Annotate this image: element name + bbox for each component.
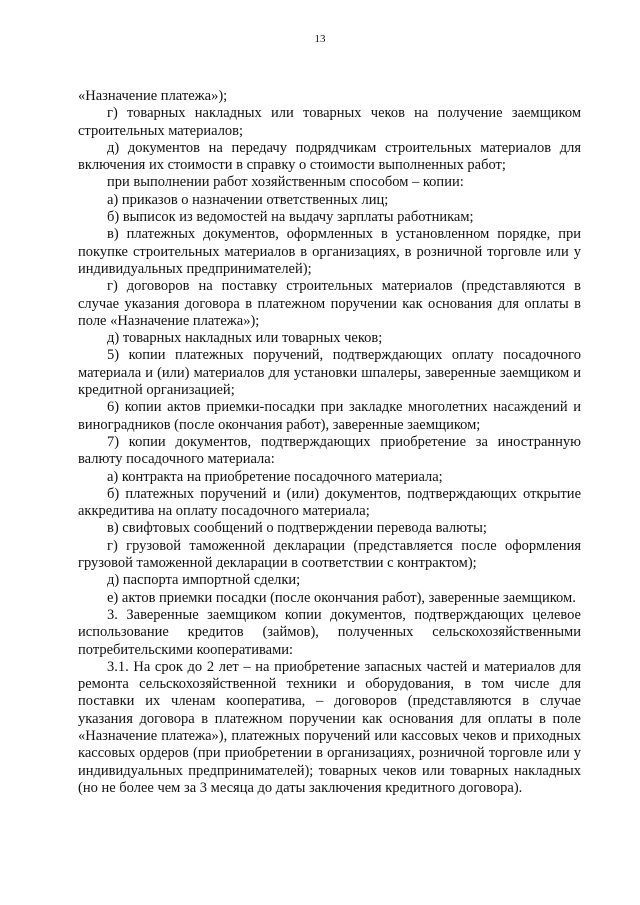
page-number: 13 <box>314 33 326 45</box>
paragraph: 3. Заверенные заемщиком копии документов, подтверждающих целевое использование кредитов (займов), полученных сельскохозяйственными потребительскими кооперативами: <box>78 606 581 658</box>
paragraph: б) выписок из ведомостей на выдачу зарплаты работникам; <box>107 209 474 226</box>
paragraph: д) паспорта импортной сделки; <box>107 572 301 589</box>
paragraph: д) документов на передачу подрядчикам строительных материалов для включения их стоимости в справку о стоимости выполненных работ; <box>78 139 581 174</box>
paragraph: 3.1. На срок до 2 лет – на приобретение запасных частей и материалов для ремонта сельскохозяйственной техники и оборудования, в том числе для поставки их членам кооператива, – договоров (представляются в случае указания договора в платежном поручении как основания для оплаты в поле «Назначение платежа»), платежных поручений или кассовых чеков и приходных кассовых ордеров (при приобретении в организациях, розничной торговле или у индивидуальных предпринимателей); товарных чеков или товарных накладных (но не более чем за 3 месяца до даты заключения кредитного договора). <box>78 658 581 796</box>
paragraph: в) платежных документов, оформленных в установленном порядке, при покупке строительных материалов в организациях, в розничной торговле или у индивидуальных предпринимателей); <box>78 226 581 277</box>
paragraph: г) товарных накладных или товарных чеков на получение заемщиком строительных материалов; <box>78 105 581 139</box>
paragraph: е) актов приемки посадки (после окончания работ), заверенные заемщиком. <box>107 589 576 606</box>
paragraph: в) свифтовых сообщений о подтверждении перевода валюты; <box>107 520 487 537</box>
paragraph: «Назначение платежа»); <box>78 88 228 104</box>
paragraph: г) договоров на поставку строительных материалов (представляются в случае указания договора в платежном поручении как основания для оплаты в поле «Назначение платежа»); <box>78 278 581 329</box>
paragraph: а) контракта на приобретение посадочного материала; <box>107 468 443 485</box>
paragraph: при выполнении работ хозяйственным способом – копии: <box>107 174 464 191</box>
paragraph: б) платежных поручений и (или) документов, подтверждающих открытие аккредитива на оплату посадочного материала; <box>78 485 581 520</box>
paragraph: 5) копии платежных поручений, подтверждающих оплату посадочного материала и (или) материалов для установки шпалеры, заверенные заемщиком и кредитной организацией; <box>78 347 581 399</box>
paragraph: г) грузовой таможенной декларации (представляется после оформления грузовой таможенной декларации в соответствии с контрактом); <box>78 537 581 572</box>
paragraph: 6) копии актов приемки-посадки при закладке многолетних насаждений и виноградников (после окончания работ), заверенные заемщиком; <box>78 399 581 433</box>
document-body <box>78 88 581 797</box>
paragraph: 7) копии документов, подтверждающих приобретение за иностранную валюту посадочного материала: <box>78 433 581 468</box>
paragraph: д) товарных накладных или товарных чеков; <box>107 330 383 347</box>
paragraph: а) приказов о назначении ответственных лиц; <box>107 191 389 208</box>
